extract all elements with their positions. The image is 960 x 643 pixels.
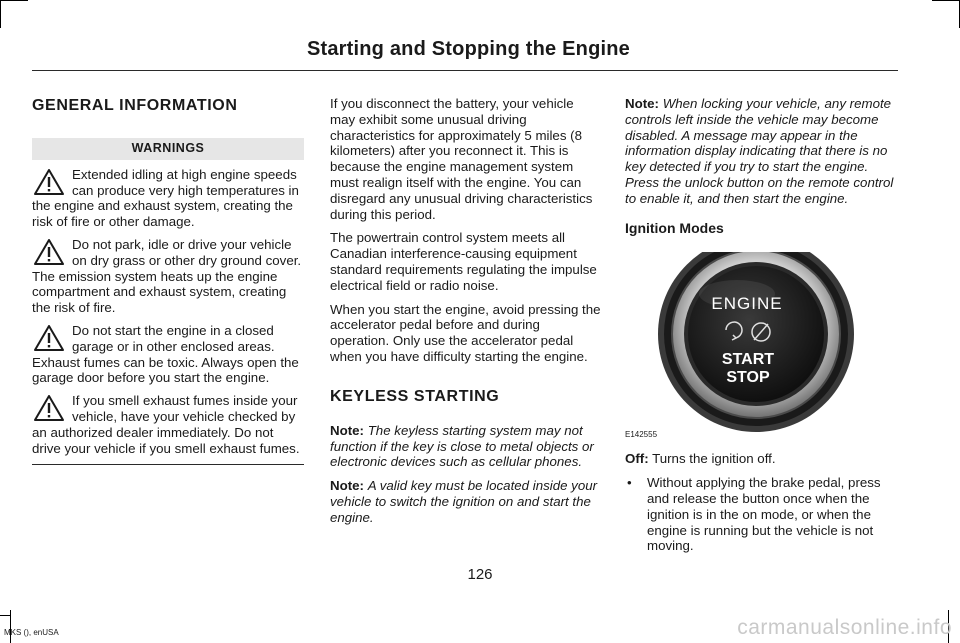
off-mode-description xyxy=(625,451,897,467)
note-text: A valid key must be located inside your vehicle to switch the ignition on and start the engine. xyxy=(330,478,598,525)
crop-mark xyxy=(932,0,960,1)
warning-triangle-icon xyxy=(32,393,66,423)
button-stop-label: STOP xyxy=(726,369,770,387)
column-ignition-modes xyxy=(625,96,897,554)
section-heading-keyless-starting: KEYLESS STARTING xyxy=(330,387,500,405)
warning-item xyxy=(32,167,304,230)
warning-item xyxy=(32,393,304,456)
warning-triangle-icon xyxy=(32,167,66,197)
off-label: Off: xyxy=(625,451,649,467)
warning-text: If you smell exhaust fumes inside your vehicle, have your vehicle checked by an authorized dealer immediately. Do not drive your vehicle if you smell exhaust fumes. xyxy=(32,393,300,456)
watermark: carmanualsonline.info xyxy=(737,616,952,639)
warnings-bar: WARNINGS xyxy=(32,138,304,160)
off-text: Turns the ignition off. xyxy=(652,451,776,467)
warning-text: Do not park, idle or drive your vehicle on dry grass or other dry ground cover. The emission system heats up the engine compartment and exhaust system, creating the risk of fire. xyxy=(32,236,302,316)
note-label: Note: xyxy=(330,422,364,438)
page-number: 126 xyxy=(467,566,493,583)
warning-text: Do not start the engine in a closed garage or in other enclosed areas. Exhaust fumes can be toxic. Always open the garage door before you start the engine. xyxy=(32,322,299,386)
warning-triangle-icon xyxy=(32,237,66,267)
image-code: E142555 xyxy=(625,429,658,439)
crop-mark xyxy=(10,610,11,643)
note-keyless-metal xyxy=(330,423,602,470)
paragraph-powertrain: The powertrain control system meets all Canadian interference-causing equipment standard requirements regulating the impulse electrical field or radio noise. xyxy=(330,230,597,293)
warnings-bottom-rule xyxy=(32,464,304,465)
note-valid-key xyxy=(330,478,602,525)
column-keyless-starting xyxy=(330,96,602,534)
note-label: Note: xyxy=(625,96,659,111)
button-start-label: START xyxy=(721,351,775,369)
paragraph-accelerator: When you start the engine, avoid pressing the accelerator pedal before and during operation. Only use the accelerator pedal when you have difficulty starting the engine. xyxy=(330,301,601,364)
warning-item xyxy=(32,237,304,316)
warning-text: Extended idling at high engine speeds can produce very high temperatures in the engine and exhaust system, creating the risk of fire or other damage. xyxy=(32,166,299,230)
crop-mark xyxy=(0,0,1,28)
button-engine-label: ENGINE xyxy=(711,294,783,314)
crop-mark xyxy=(0,615,10,616)
footer-model-code: MKS (), enUSA xyxy=(4,628,59,637)
paragraph-battery: If you disconnect the battery, your vehicle may exhibit some unusual driving characteristics for approximately 5 miles (8 kilometers) after you reconnect it. This is because the engine management system must realign itself with the engine. You can disregard any unusual driving characteristics during this period. xyxy=(330,96,593,222)
engine-start-stop-illustration xyxy=(625,252,897,442)
list-item: • Without applying the brake pedal, press and release the button once when the ignition is in the on mode, or when the engine is running but the vehicle is not moving. xyxy=(647,475,897,554)
page-title: Starting and Stopping the Engine xyxy=(306,38,630,60)
note-text: When locking your vehicle, any remote controls left inside the vehicle may become disabled. A message may appear in the information display indicating that there is no key detected if you try to start the engine. Press the unlock button on the remote control to enable it, and then start the engine. xyxy=(625,96,894,206)
off-mode-bullets xyxy=(625,475,897,554)
column-general-information xyxy=(32,96,304,465)
note-label: Note: xyxy=(330,478,364,494)
subheading-ignition-modes: Ignition Modes xyxy=(625,219,724,236)
header-rule xyxy=(32,70,898,71)
warning-item xyxy=(32,323,304,386)
section-heading-general-information: GENERAL INFORMATION xyxy=(32,97,238,114)
note-locking xyxy=(625,96,897,207)
crop-mark xyxy=(0,0,28,1)
note-text: The keyless starting system may not function if the key is close to metal objects or electronic devices such as cellular phones. xyxy=(330,422,594,470)
warning-triangle-icon xyxy=(32,323,66,353)
start-stop-button-graphic xyxy=(625,252,897,442)
